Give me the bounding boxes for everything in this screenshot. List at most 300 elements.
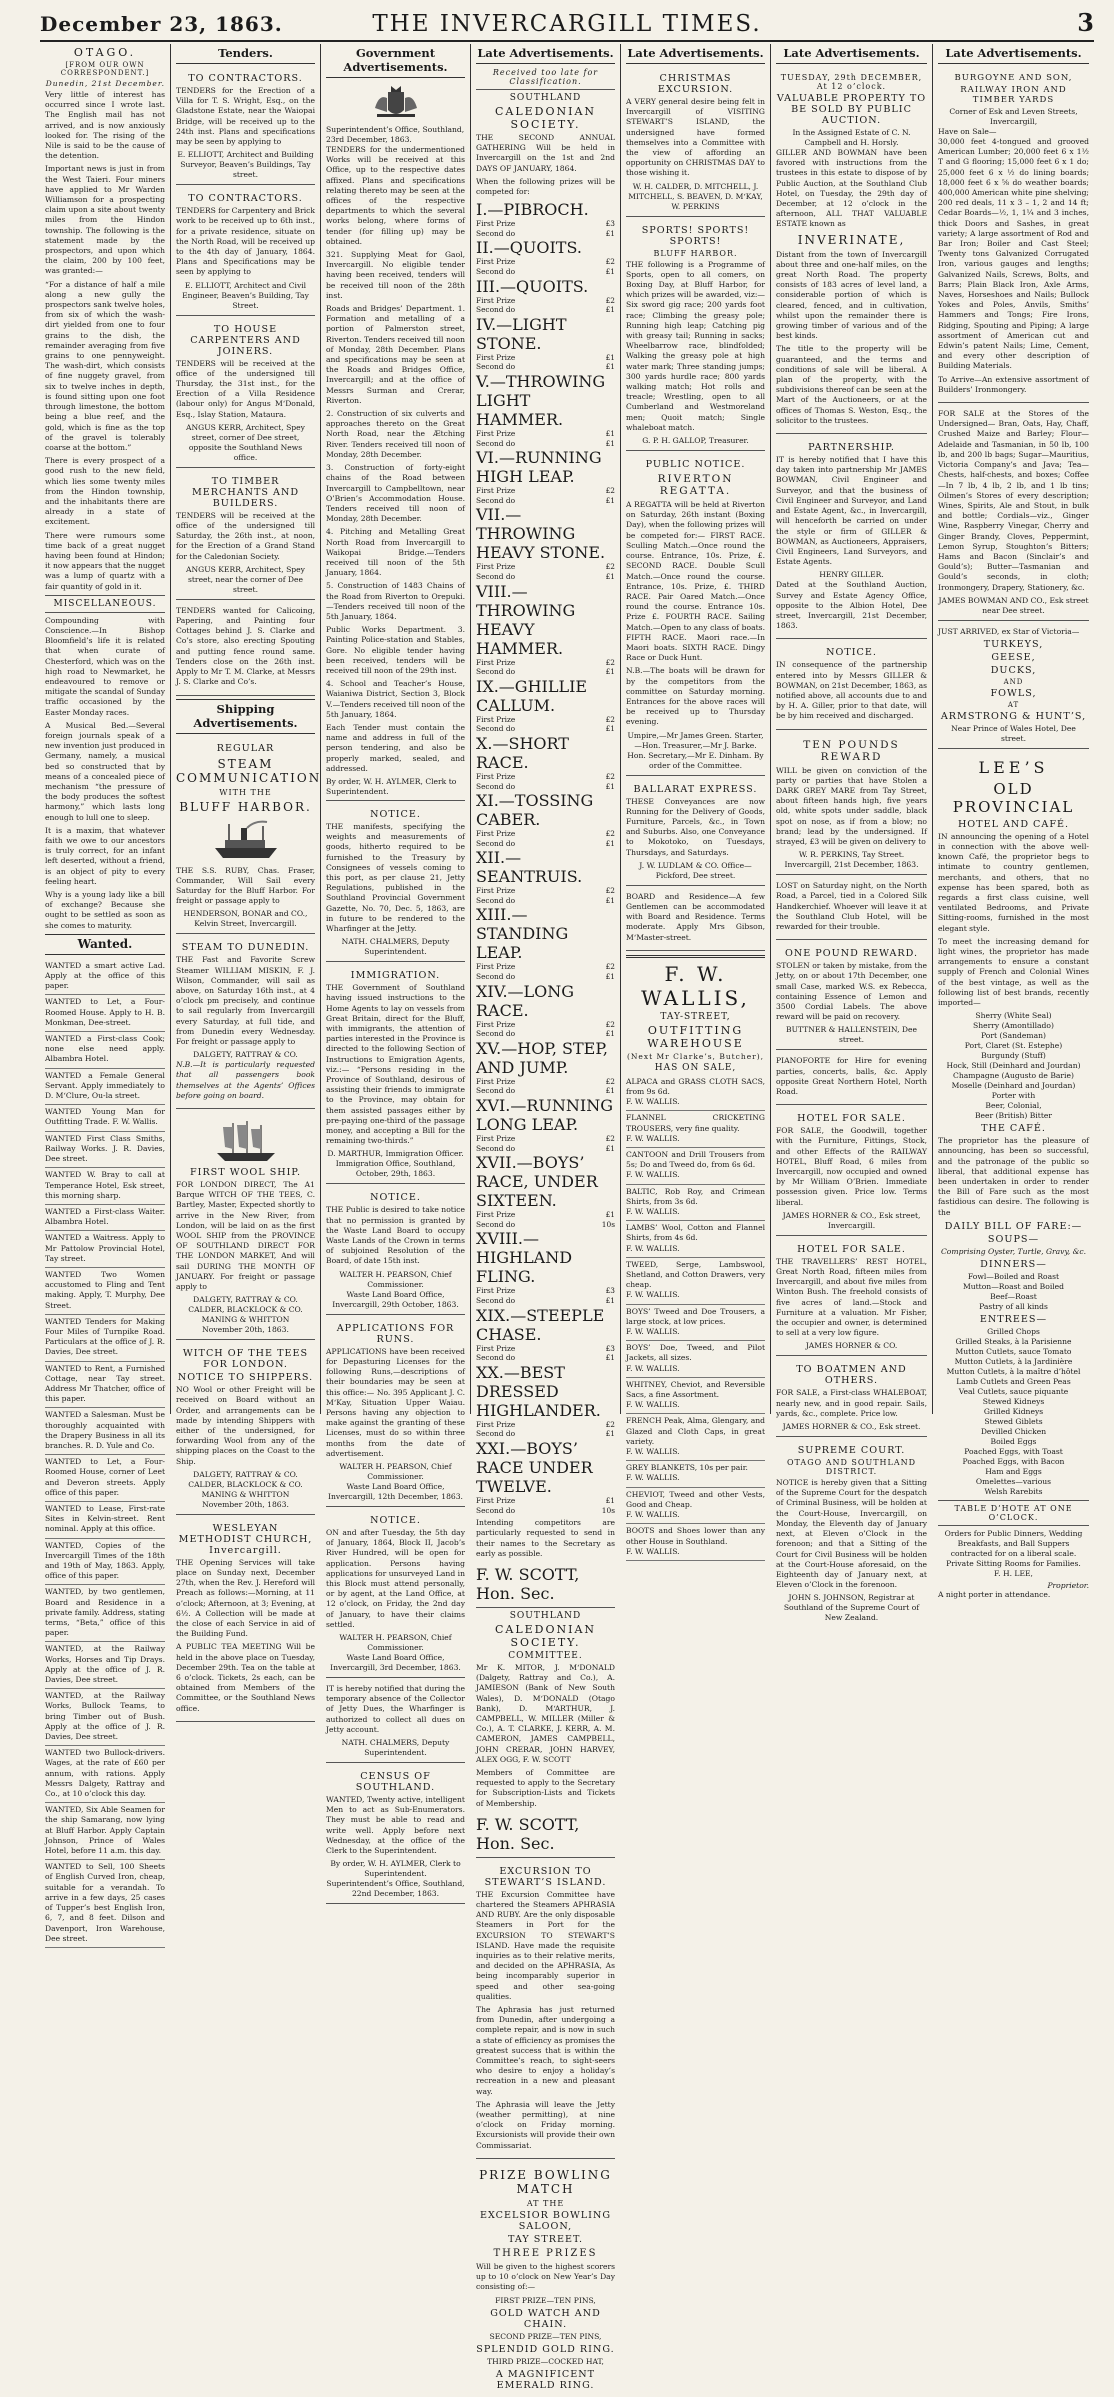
late-ads-heading: Late Advertisements. (476, 44, 615, 64)
prize-row (476, 362, 615, 372)
ad-text: 4. Pitching and Metalling Great North Road from Invercargill to Waikopai Bridge.—Tenders received till noon of the 5th January, 1864. (326, 527, 465, 578)
prize-row (476, 896, 615, 906)
goods-item (626, 1148, 765, 1185)
goods-signature: F. W. WALLIS. (626, 1097, 680, 1107)
prize-amount: £2 (605, 771, 615, 781)
prize-label: First Prize (476, 962, 516, 972)
ad-subheading: In the Assigned Estate of C. N. Campbell and H. Horsly. (792, 128, 911, 147)
event-item (476, 582, 615, 677)
prize-row (476, 1420, 615, 1430)
wanted-ad: WANTED W. Bray to call at Temperance Hotel, Esk street, this morning sharp. (45, 1168, 165, 1205)
event-item (476, 277, 615, 315)
prize-label: First Prize (476, 829, 516, 839)
wanted-ad: WANTED, at the Railway Works, Horses and Tip Drays. Apply at the office of J. R. Davies, Dee street. (45, 1642, 165, 1689)
tenders-heading: Tenders. (176, 44, 315, 64)
wine-item: Port (Sandeman) (981, 1031, 1046, 1041)
goods-text: BOYS’ Doe, Tweed, and Pilot Jackets, all sizes. (626, 1343, 765, 1363)
goods-item (626, 1258, 765, 1305)
prize-label: Second do (476, 362, 516, 372)
prize-label: First Prize (476, 562, 516, 572)
menu-item: Boiled Eggs (990, 1436, 1037, 1446)
prize-row (476, 1144, 615, 1154)
prize-amount: £2 (605, 1076, 615, 1086)
event-item (476, 200, 615, 238)
prize-row (476, 219, 615, 229)
prize-label: Second do (476, 724, 516, 734)
prize-row (476, 562, 615, 572)
prize-row (476, 1029, 615, 1039)
divider (326, 800, 465, 801)
goods-text: BOOTS and Shoes lower than any other House in Southland. (626, 1526, 765, 1546)
goods-signature: F. W. WALLIS. (626, 1473, 680, 1483)
goods-item (626, 1378, 765, 1415)
ad-signature: WALTER H. PEARSON, Chief Commissioner. (339, 1461, 452, 1481)
ad-heading: TEN POUNDS REWARD (803, 738, 900, 763)
regatta-ad (626, 454, 765, 775)
event-name: XIV.—LONG RACE. (476, 981, 575, 1020)
ad-text: 5. Construction of 1483 Chains of the Road from Riverton to Orepuki.—Tenders received till noon of the 5th January, 1864. (326, 581, 465, 621)
ad-signature: By order, W. H. AYLMER, Clerk to Superintendent. (330, 1859, 461, 1879)
prize-row (476, 667, 615, 677)
event-name: I.—PIBROCH. (476, 200, 589, 220)
ad-heading: FIRST WOOL SHIP. (190, 1166, 301, 1178)
ad-heading: DAILY BILL OF FARE:— (944, 1220, 1083, 1232)
prize-row (476, 886, 615, 896)
ad-date: November 20th, 1863. (202, 1499, 289, 1509)
prize-amount: £1 (605, 1495, 615, 1505)
ad-text: THE Government of Southland having issued instructions to the Home Agents to lay on vessels from Great Britain, direct for the Bluff, with immigrants, the attention of parties interested in the Province is directed to the following Section of Instructions to Emigration Agents, viz.:— “Persons residing in the Province of Southland, desirous of assisting their friends to immigrate to the Province, may obtain for them assisted passages either by pre-paying one-third of the passage money, and accepting a Bill for the remaining two-thirds.” (326, 983, 465, 1146)
late-ads-heading: Late Advertisements. (626, 44, 765, 64)
wanted-ad: WANTED to Let, a Four-Roomed House. Apply to H. B. Monkman, Dee-street. (45, 995, 165, 1032)
event-name: VI.—RUNNING HIGH LEAP. (476, 448, 602, 487)
prize-row (476, 496, 615, 506)
ad-text: APPLICATIONS have been received for Depasturing Licenses for the following Runs,—descriptions of their boundaries may be seen at this office:— No. 395 Applicant J. C. M‘Kay, Situation Upper Waiau. Persons having any objection to make against the granting of these Licenses, must do so within three months from the date of advertisement. (326, 1346, 465, 1458)
ad-text: TENDERS for the Erection of a Villa for T. S. Wright, Esq., on the Gladstone Estate, near the Waiopai Bridge, will be received up to the 24th inst. Plans and specifications may be seen by applying to (176, 86, 315, 147)
prize-row (476, 972, 615, 982)
ad-signature: BUTTNER & HALLENSTEIN, Dee street. (786, 1025, 917, 1045)
wine-item: Moselle (Deinhard and Jourdan) (951, 1081, 1076, 1091)
event-name: V.—THROWING LIGHT HAMMER. (476, 371, 606, 429)
census-ad (326, 1766, 465, 1904)
prize-line: SPLENDID GOLD RING. (476, 2343, 615, 2355)
menu-item: Poached Eggs, with Toast (964, 1446, 1063, 1456)
wanted-ad: WANTED, by two gentlemen, Board and Residence in a private family. Address, stating terms, “Beta,” office of this paper. (45, 1585, 165, 1642)
ad-signature: W. R. PERKINS, Tay Street. (798, 850, 905, 860)
prize-row (476, 1429, 615, 1439)
ad-signature: JAMES HORNER & CO., Esk street, Invercargill. (782, 1210, 921, 1230)
wanted-ad: WANTED to Rent, a Furnished Cottage, near Tay street. Address Mr Thatcher, office of this paper. (45, 1362, 165, 1409)
event-item (476, 448, 615, 505)
ad-text: A night porter in attendance. (938, 1589, 1051, 1599)
ad-text: To Arrive—An extensive assortment of Builders’ Ironmongery. (938, 374, 1089, 394)
ad-heading: VALUABLE PROPERTY TO BE SOLD BY PUBLIC AUCTION. (776, 93, 927, 126)
ad-heading: DINNERS— (980, 1258, 1047, 1270)
goods-text: TWEED, Serge, Lambswool, Shetland, and Cotton Drawers, very cheap. (626, 1259, 765, 1290)
ad-heading: APPLICATIONS FOR RUNS. (336, 1322, 455, 1345)
excursion-ad (626, 68, 765, 217)
column-3 (320, 44, 470, 1899)
newspaper-title: THE INVERCARGILL TIMES. (372, 11, 762, 37)
events-list (476, 200, 615, 1515)
prize-label: First Prize (476, 657, 516, 667)
prize-line: FIRST PRIZE—TEN PINS, (495, 2295, 596, 2305)
prize-label: First Prize (476, 1495, 516, 1505)
ad-heading: RAILWAY IRON AND TIMBER YARDS (960, 85, 1067, 105)
menu-item: Poached Eggs, with Bacon (962, 1456, 1065, 1466)
ad-date: Waste Land Board Office, Invercargill, 3rd December, 1863. (330, 1652, 461, 1672)
article-paragraph: Important news is just in from the West Taieri. Four miners have applied to Mr Warden Williamson for a prospecting claim upon a site about twenty miles from the Hindon township. The following is the statement made by the prospectors, and upon which the claim, 200 by 100 feet, was granted:— (45, 164, 165, 276)
ad-heading: WITH THE (219, 787, 272, 797)
event-name: XV.—HOP, STEP, AND JUMP. (476, 1038, 608, 1077)
prize-row (476, 1296, 615, 1306)
prize-row (476, 229, 615, 239)
ad-heading: EXCELSIOR BOWLING SALOON, (479, 2209, 612, 2232)
prize-amount: £1 (605, 1086, 615, 1096)
ad-heading: REGULAR (216, 742, 275, 754)
prize-amount: £1 (605, 1143, 615, 1153)
ad-heading: NOTICE. (826, 647, 877, 659)
board-ad (626, 889, 765, 951)
event-name: IX.—GHILLIE CALLUM. (476, 676, 588, 715)
ad-text: 4. School and Teacher’s House, Waianiwa District, Section 3, Block V.—Tenders received till noon of the 5th January, 1864. (326, 679, 465, 719)
prize-label: Second do (476, 667, 516, 677)
prize-amount: £1 (605, 724, 615, 734)
sailing-ship-icon (211, 1119, 281, 1163)
event-name: II.—QUOITS. (476, 238, 582, 258)
prize-label: Second do (476, 781, 516, 791)
event-item (476, 505, 615, 581)
goods-text: CHEVIOT, Tweed and other Vests, Good and Cheap. (626, 1489, 765, 1509)
ad-date: Waste Land Board Office, Invercargill, 12th December, 1863. (328, 1481, 463, 1501)
menu-item: Beef—Roast (990, 1291, 1037, 1301)
goods-signature: F. W. WALLIS. (626, 1546, 680, 1556)
prize-label: First Prize (476, 714, 516, 724)
prize-row (476, 1020, 615, 1030)
ad-text: 30,000 feet 4-tongued and grooved American Lumber; 20,000 feet 6 x 1½ T and G flooring; 15,000 feet 6 x 1 do; 25,000 feet 6 x ½ do lining boards; 18,000 feet 6 x ⅝ do weather boards; 400,000 American white pine shelving; 200 red deals, 11 x 3 – 1, 2 and 14 ft; Cedar Boards—½, 1, 1¼ and 3 inches, thick Doors and Sashes, in great variety; A large assortment of Rod and Bar Iron; Boiler and Cast Steel; Twenty tons Galvanized Corrugated Iron, various gauges and lengths; Galvanized Nails, Screws, Bolts, and Barrs; Plain Black Iron, Axle Arms, Naves, Horseshoes and Nails; Bullock Yokes and Poles, Anvils, Smiths’ Hammers and Tongs; Fire Irons, Ridging, Spouting and Piping; A large assortment of American cut and Edwin’s patent Nails; Lime, Cement, and every other description of Building Materials. (938, 137, 1089, 371)
ad-heading: AND (1003, 677, 1024, 686)
boat-ad (776, 1359, 927, 1437)
prize-label: Second do (476, 438, 516, 448)
late-ads-heading: Late Advertisements. (776, 44, 927, 64)
menu-item: Mutton—Roast and Boiled (962, 1281, 1065, 1291)
ad-text: A VERY general desire being felt in Invercargill of VISITING STEWART’S ISLAND, the undersigned have formed themselves into a Committee with the view of affording an opportunity on CHRISTMAS DAY to those wishing it. (626, 97, 765, 178)
goods-text: BOYS’ Tweed and Doe Trousers, a large stock, at low prices. (626, 1306, 765, 1326)
ad-heading: PUBLIC NOTICE. (645, 459, 746, 471)
ad-heading: EXCURSION TO STEWART’S ISLAND. (484, 1865, 607, 1888)
ad-text: Dated at the Southland Auction, Survey and Estate Agency Office, opposite to the Albion Hotel, Dee street, Invercargill, 21st December, 1863. (776, 580, 927, 631)
ad-text: A REGATTA will be held at Riverton on Saturday, 26th instant (Boxing Day), when the following prizes will be competed for:— FIRST RACE. Sculling Match.—Once round the course. Entrance, 10s. Prize, £. SECOND RACE. Double Scull Match.—Once round the course. Entrance, 10s. Prize, £. THIRD RACE. Pair Oared Match.—Once round the course. Entrance 10s. Prize £. FOURTH RACE. Sailing Match.—Open to any class of boats. FIFTH RACE. Maori race.—In Maori boats. SIXTH RACE. Dingy Race or Duck Hunt. (626, 500, 765, 663)
menu-item: Mutton Cutlets, sauce Tomato (955, 1346, 1072, 1356)
goods-signature: F. W. WALLIS. (626, 1170, 680, 1180)
prize-amount: £1 (605, 267, 615, 276)
committee-heading: COMMITTEE. (508, 1650, 583, 1661)
ad-heading: TO CONTRACTORS. (188, 193, 303, 205)
prize-label: Second do (476, 228, 516, 238)
event-name: XIX.—STEEPLE CHASE. (476, 1305, 605, 1344)
goods-item (626, 1305, 765, 1342)
prize-amount: £1 (605, 428, 615, 438)
prize-label: Second do (476, 1143, 516, 1153)
ad-text: THE manifests, specifying the weights and measurements of goods, hitherto required to be furnished to the Treasury by Consignees of vessels coming to this port, as per clause 21, Jetty Regulations, published in the Southland Provincial Government Gazette, No. 70, Dec. 5, 1863, are in future to be rendered to the Wharfinger at the Jetty. (326, 821, 465, 934)
ad-text: Each Tender must contain the name and address in full of the person tendering, and also be properly marked, sealed, and addressed. (326, 722, 465, 773)
society-heading: CALEDONIAN SOCIETY. (494, 1622, 597, 1649)
ad-signature: G. P. H. GALLOP, Treasurer. (642, 436, 749, 446)
ad-heading: TABLE D’HOTE AT ONE O’CLOCK. (954, 1503, 1073, 1522)
wine-item: Beer (British) Bitter (974, 1111, 1053, 1121)
event-item (476, 238, 615, 276)
late-ads-heading: Late Advertisements. (938, 44, 1089, 64)
lees-hotel-ad (938, 752, 1089, 1604)
ad-heading: NOTICE TO SHIPPERS. (177, 1372, 314, 1384)
prize-row (476, 658, 615, 668)
wanted-ad: WANTED to Lease, First-rate Sites in Kelvin-street. Rent nominal. Apply at this office. (45, 1502, 165, 1539)
event-item (476, 372, 615, 448)
ad-text: IT is hereby notified that I have this day taken into partnership Mr JAMES BOWMAN, Civil Engineer and Surveyor, and that the business of Civil Engineer and Surveyor, and Land and Estate Agent, &c., in Invercargill, will henceforth be carried on under the style or firm of GILLER & BOWMAN, as Auctioneers, Appraisers, Civil Engineers, Land Surveyors, and Estate Agents. (776, 455, 927, 567)
society-heading: CALEDONIAN SOCIETY. (494, 105, 597, 131)
column-2 (170, 44, 322, 1713)
shipping-heading: Shipping Advertisements. (176, 699, 315, 734)
tender-ad (176, 319, 315, 468)
ad-signature: D. MARTHUR, Immigration Officer. (327, 1149, 464, 1159)
ad-text: THE Excursion Committee have chartered the Steamers APHRASIA AND RUBY. Are the only disposable Steamers in Port for the EXCURSION TO STEWART’S ISLAND. Have made the requisite inquiries as to their relative merits, and decided on the APHRASIA, As being incomparably superior in speed and other sea-going qualities. (476, 1889, 615, 2001)
column-7 (932, 44, 1094, 1599)
wanted-ad: WANTED to Let, a Four-Roomed House, corner of Leet and Deveron streets. Apply office of this paper. (45, 1455, 165, 1502)
prize-amount: £2 (605, 714, 615, 724)
prize-row (476, 1496, 615, 1506)
ad-heading: CENSUS OF SOUTHLAND. (355, 1770, 436, 1793)
wanted-ad: WANTED to Sell, 100 Sheets of English Curved Iron, cheap, suitable for a verandah. To arrive in a few days, 25 cases of Tupper’s best English Iron, 6, 7, and 8 feet. Dilson and Davenport, Iron Warehouse, Dee street. (45, 1860, 165, 1948)
prize-label: First Prize (476, 428, 516, 438)
ad-signature: F. H. LEE, (994, 1568, 1033, 1578)
goods-signature: F. W. WALLIS. (626, 1133, 680, 1143)
masthead (40, 8, 1094, 42)
ad-signature: DALGETY, RATTRAY & CO. CALDER, BLACKLOCK & CO. MANING & WHITTON (188, 1469, 303, 1499)
outfitting-heading: OUTFITTING WAREHOUSE (647, 1023, 744, 1050)
ad-signature: ANGUS KERR, Architect, Spey street, near the corner of Dee street. (186, 564, 305, 594)
steamship-icon (211, 818, 281, 862)
event-item (476, 905, 615, 981)
ad-text: GILLER AND BOWMAN have been favored with instructions from the trustees in this estate to dispose of by Public Auction, at the Southland Club Hotel, on Tuesday, the 29th day of December, at 12 o’clock in the afternoon, ALL THAT VALUABLE ESTATE known as (776, 148, 927, 229)
ad-text: 2. Construction of six culverts and approaches thereto on the Great North Road, near the Ætching River. Tenders received till noon of Monday, 28th December. (326, 409, 465, 459)
ad-heading: BLUFF HARBOR. (653, 248, 738, 258)
prize-row (476, 839, 615, 849)
goods-text: BALTIC, Rob Roy, and Crimean Shirts, from 3s 6d. (626, 1186, 765, 1206)
prize-row (476, 782, 615, 792)
ad-signature: W. H. CALDER, D. MITCHELL, J. MITCHELL, S. BEAVEN, D. M‘KAY, W. PERKINS (628, 181, 763, 211)
steam-ad (176, 937, 315, 1109)
goods-signature: F. W. WALLIS. (626, 1290, 680, 1300)
prize-label: First Prize (476, 486, 516, 496)
prize-amount: £1 (605, 228, 615, 238)
event-name: XVIII.—HIGHLAND FLING. (476, 1229, 573, 1287)
goods-signature: F. W. WALLIS. (626, 1363, 680, 1373)
ad-text: A PUBLIC TEA MEETING Will be held in the above place on Tuesday, December 29th. Tea on the table at 6 o’clock. Tickets, 2s each, can be obtained from Members of the Committee, or the Southland News office. (176, 1642, 315, 1713)
otago-heading: OTAGO. (73, 46, 137, 59)
ad-signature: NATH. CHALMERS, Deputy Superintendent. (341, 1737, 450, 1757)
notice-ad (326, 1187, 465, 1314)
prize-row (476, 829, 615, 839)
goods-signature: F. W. WALLIS. (626, 1243, 680, 1253)
notice-ad (776, 642, 927, 729)
ad-heading: FOWLS, (990, 687, 1037, 699)
event-name: XX.—BEST DRESSED HIGHLANDER. (476, 1362, 601, 1420)
ad-heading: STEAM TO DUNEDIN. (181, 942, 310, 954)
ad-text: Members of Committee are requested to apply to the Secretary for Subscription-Lists and Tickets of Membership. (476, 1768, 615, 1808)
goods-signature: F. W. WALLIS. (626, 1327, 680, 1337)
prize-row (476, 724, 615, 734)
goods-signature: F. W. WALLIS. (626, 1400, 680, 1410)
ad-heading: TO BOATMEN AND OTHERS. (796, 1364, 907, 1387)
prize-label: Second do (476, 1296, 516, 1305)
divider (938, 1525, 1089, 1526)
ad-heading: GEESE, (991, 651, 1036, 663)
ad-text: Will be given to the highest scorers up to 10 o’clock on New Year’s Day consisting of:— (476, 2261, 615, 2292)
prize-label: First Prize (476, 352, 516, 362)
prize-row (476, 772, 615, 782)
ad-heading: THREE PRIZES (493, 2247, 598, 2259)
goods-text: FRENCH Peak, Alma, Glengary, and Glazed and Cloth Caps, in great variety. (626, 1416, 765, 1446)
ad-heading: BALLARAT EXPRESS. (633, 783, 758, 795)
ad-date: Waste Land Board Office, Invercargill, 29th October, 1863. (332, 1289, 459, 1309)
ad-text: TENDERS will be received at the office of the undersigned till Thursday, the 31st inst., for the Erection of a Villa Residence (labour only) for Angus M‘Donald, Esq., Islay Station, Mataura. (176, 358, 315, 419)
ad-heading: DUCKS, (990, 664, 1037, 676)
ad-text: THE SECOND ANNUAL GATHERING Will be held in Invercargill on the 1st and 2nd DAYS OF JANUARY, 1864. (476, 133, 615, 173)
column-4 (470, 44, 620, 2391)
menu-item: Comprising Oyster, Turtle, Gravy, &c. (940, 1246, 1086, 1256)
ad-signature: J. W. LUDLAM & CO. Office—Pickford, Dee street. (639, 860, 752, 880)
goods-item (626, 1488, 765, 1525)
wine-item: Porter with (991, 1091, 1036, 1101)
prize-amount: £2 (605, 1019, 615, 1029)
ad-heading: PRIZE BOWLING MATCH (479, 2167, 612, 2196)
goods-text: CANTOON and Drill Trousers from 5s; Do and Tweed do, from 6s 6d. (626, 1150, 765, 1170)
ad-text: ON and after Tuesday, the 5th day of January, 1864, Block II, Jacob’s River Hundred, will be open for application. Persons having applications for unsurveyed Land in this Block must attend personally, or by agent, at the Land Office, at 12 o’clock, on Friday, the 2nd day of January, to have their claims settled. (326, 1527, 465, 1629)
partnership-ad (776, 437, 927, 639)
prize-row (476, 1210, 615, 1220)
excursion-ad (476, 1861, 615, 2159)
ad-date: Immigration Office, Southland, October, 29th, 1863. (335, 1159, 456, 1179)
ad-text: The Aphrasia will leave the Jetty (weather permitting), at nine o’clock on Friday morning. Excursionists will provide their own Commissariat. (476, 2099, 615, 2150)
prize-label: First Prize (476, 771, 516, 781)
prize-label: Second do (476, 1219, 516, 1229)
committee-list: Mr K. MITOR, J. M‘DONALD (Dalgety, Rattray and Co.), A. JAMIESON (Bank of New South Wales), D. M‘DONALD (Otago Bank), D. M‘ARTHUR, J. CAMPBELL, W. MILLER (Miller & Co.), A. T. CLARKE, J. KERR, A. M. CAMERON, JAMES CAMPBELL, JOHN CRERAR, JOHN HARVEY, ALEX OGG, F. W. SCOTT (476, 1662, 615, 1764)
ad-heading: HOTEL FOR SALE. (797, 1113, 906, 1125)
prize-amount: £1 (605, 781, 615, 791)
ad-text: To meet the increasing demand for light wines, the proprietor has made arrangements to ensure a constant supply of French and Colonial Wines of the best vintage, as well as the following list of best brands, recently imported— (938, 936, 1089, 1007)
prize-row (476, 439, 615, 449)
society-heading: SOUTHLAND (509, 93, 582, 103)
wine-item: Beer, Colonial, (985, 1101, 1042, 1111)
prize-label: Second do (476, 1029, 516, 1039)
store-ad (938, 406, 1089, 621)
ad-text: The proprietor has the pleasure of announcing, has been so successful, and the patronage of the public so liberal, that additional expense has been undertaken in order to render the Bill of Fare such as the most fastidious can desire. The following is the (938, 1136, 1089, 1217)
ad-signature: WALTER H. PEARSON, Chief Commissioner. (339, 1632, 452, 1652)
ad-heading: RIVERTON REGATTA. (657, 473, 734, 498)
prize-amount: £1 (605, 838, 615, 848)
prize-label: Second do (476, 1429, 516, 1439)
ad-heading: TAY STREET. (507, 2233, 584, 2245)
notice-ad (176, 1343, 315, 1515)
menu-item: Devilled Chicken (980, 1426, 1047, 1436)
hotel-sale-ad (776, 1239, 927, 1357)
ad-text: Private Sitting Rooms for Families. (946, 1558, 1081, 1568)
menu-item: Grilled Chops (987, 1326, 1040, 1336)
menu-item: Welsh Rarebits (984, 1486, 1043, 1496)
prize-amount: £1 (605, 1429, 615, 1439)
ad-heading: NOTICE. (370, 1192, 421, 1204)
prize-line: THIRD PRIZE—COCKED HAT, (487, 2356, 604, 2366)
society-heading: SOUTHLAND (509, 1610, 582, 1621)
prize-row (476, 353, 615, 363)
ad-signature: JAMES HORNER & CO., Esk street. (782, 1422, 921, 1432)
ad-heading: LEE’S (978, 757, 1049, 777)
wanted-ad: WANTED two Bullock-drivers. Wages, at the rate of £60 per annum, with rations. Apply Messrs Dalgety, Rattray and Co., at 10 o’clock this day. (45, 1746, 165, 1803)
ad-text: Distant from the town of Invercargill about three and one-half miles, on the great North Road. The property consists of 183 acres of level land, a considerable portion of which is cleared, fenced, and in cultivation, whilst upon the remainder there is growing timber of various and of the best kinds. (776, 249, 927, 341)
wines-list (938, 1011, 1089, 1121)
ad-heading: SOUPS— (987, 1233, 1040, 1245)
prize-label: Second do (476, 895, 516, 905)
ad-heading: TUESDAY, 29th DECEMBER, At 12 o’clock. (780, 73, 923, 91)
ad-heading: INVERINATE, (797, 232, 906, 247)
wine-item: Sherry (Amontillado) (973, 1021, 1054, 1031)
goods-item (626, 1414, 765, 1461)
ad-heading: BURGOYNE AND SON, (954, 73, 1073, 83)
article-paragraph: There is every prospect of a good rush to the new field, which lies some twenty miles from the Hindon township, and the inhabitants there are already in a state of excitement. (45, 456, 165, 527)
goods-item (626, 1185, 765, 1222)
ad-signature: HENDERSON, BONAR and CO., Kelvin Street, Invercargill. (183, 909, 308, 929)
prize-amount: £2 (605, 657, 615, 667)
prize-amount: £2 (605, 295, 615, 305)
article-paragraph: Compounding with Conscience.—In Bishop Bloomfield’s life it is related that when curate of Chesterford, which was on the high road to Newmarket, he endeavoured to remove or mitigate the scandal of Sunday traffic occasioned by the Easter Monday races. (45, 615, 165, 717)
ad-text: N.B.—The boats will be drawn for by the competitors from the committee on Saturday morning. Entrances for the above races will be received up to Thursday evening. (626, 666, 765, 727)
menu-item: Stewed Kidneys (982, 1396, 1045, 1406)
ad-date: November 20th, 1863. (202, 1325, 289, 1335)
ad-text: THESE Conveyances are now Running for the Delivery of Goods, Furniture, Parcels, &c., in Town and Suburbs. Also, one Conveyance to Mokotoko, on Tuesdays, Thursdays, and Saturdays. (626, 796, 765, 857)
divider (626, 955, 765, 958)
ad-text: TENDERS will be received at the office of the undersigned till Saturday, the 26th inst., at noon, for the Erection of a Grand Stand for the Caledonian Society. (176, 510, 315, 561)
prize-amount: 10s (601, 1505, 615, 1515)
article-paragraph: Why is a young lady like a bill of exchange? Because she ought to be settled as soon as she comes to maturity. (45, 890, 165, 930)
entrees-list (938, 1327, 1089, 1497)
prize-row (476, 1506, 615, 1516)
church-ad (176, 1518, 315, 1722)
event-item (476, 1306, 615, 1363)
article-paragraph: “For a distance of half a mile along a new gully the prospectors sank twelve holes, from six of which the wash-dirt yielded from one to four grains to the dish, the remainder averaging from five grains to one pennyweight. The wash-dirt, which consists of fine nuggety gravel, from six to twelve inches in depth, is found sitting upon one foot through limestone, the bottom being a blue reef, and the gold, which is fine as the top of the gravel is tolerably coarse at the bottom.” (45, 279, 165, 452)
prize-row (476, 1344, 615, 1354)
prize-amount: £2 (605, 562, 615, 572)
prize-amount: £2 (605, 257, 615, 267)
ad-text: The Aphrasia has just returned from Dunedin, after undergoing a complete repair, and is now in such a state of efficiency as promises the greatest success that is within the Committee’s reach, to sight-seers who desire to enjoy a holiday’s recreation in a new and pleasant way. (476, 2005, 615, 2096)
ad-signature: DALGETY, RATTRAY & CO. CALDER, BLACKLOCK & CO. MANING & WHITTON (188, 1295, 303, 1325)
column-5 (620, 44, 770, 1556)
goods-text: LAMBS’ Wool, Cotton and Flannel Shirts, from 4s 6d. (626, 1223, 765, 1243)
late-note: Received too late for Classification. (492, 68, 599, 86)
wanted-ad: WANTED a First-class Waiter. Albambra Hotel. (45, 1205, 165, 1231)
ad-text: THE Public is desired to take notice that no permission is granted by the Waste Land Board to occupy Waste Lands of the Crown in terms of subjoined Resolution of the Board, of date 15th inst. (326, 1205, 465, 1266)
wanted-ad: WANTED a Waitress. Apply to Mr Pattolow Provincial Hotel, Tay street. (45, 1231, 165, 1268)
ad-signature: ANGUS KERR, Architect, Spey street, corner of Dee street, opposite the Southland News office. (186, 422, 305, 462)
ad-text: IN consequence of the partnership entered into by Messrs GILLER & BOWMAN, on 21st December, 1863, as notified above, all accounts due to and by H. A. Giller, prior to that date, will be by him received and discharged. (776, 660, 927, 721)
column-1 (40, 44, 170, 1943)
prize-amount: £3 (605, 1343, 615, 1353)
office-line: Superintendent’s Office, Southland, 23rd December, 1863. (326, 125, 465, 144)
prize-row (476, 486, 615, 496)
prize-row (476, 1077, 615, 1087)
ad-text: THE TRAVELLERS’ REST HOTEL, Great North Road, fifteen miles from Invercargill, and about five miles from Winton Bush. The freehold consists of five acres of land.—Stock and Furniture at a valuation. Mr Fisher, the occupier and owner, is determined to sell at a very low figure. (776, 1256, 927, 1338)
goods-item (626, 1075, 765, 1112)
ad-heading: STEAM COMMUNICATION (176, 756, 322, 785)
ad-subheading: Corner of Esk and Leven Streets, Invercargill, (949, 107, 1078, 126)
